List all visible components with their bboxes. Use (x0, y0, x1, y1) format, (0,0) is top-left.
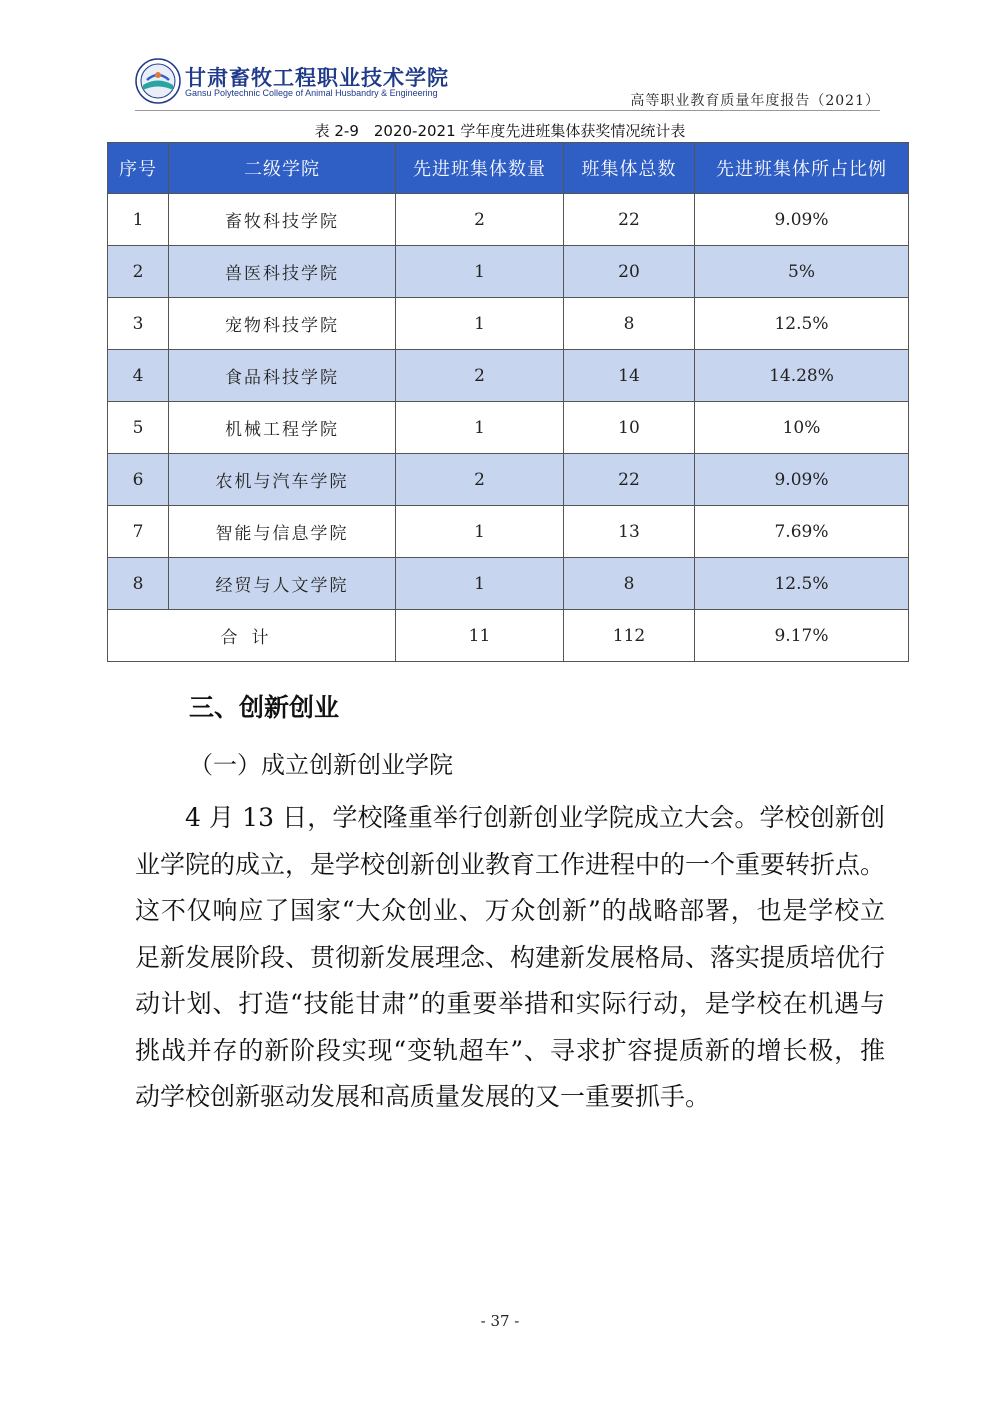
cell-index: 3 (108, 298, 169, 350)
cell-ratio: 9.09% (695, 194, 909, 246)
school-emblem-icon (135, 58, 181, 104)
report-title: 高等职业教育质量年度报告（2021） (630, 93, 880, 109)
cell-class-total: 10 (564, 402, 695, 454)
cell-ratio: 9.09% (695, 454, 909, 506)
cell-index: 8 (108, 558, 169, 610)
cell-ratio: 5% (695, 246, 909, 298)
table-row (108, 298, 909, 350)
cell-award-count: 2 (396, 194, 564, 246)
school-name-en: Gansu Polytechnic College of Animal Husbandry & Engineering (185, 88, 438, 98)
total-class-count: 112 (564, 610, 695, 662)
table-row (108, 558, 909, 610)
cell-index: 2 (108, 246, 169, 298)
cell-college: 食品科技学院 (169, 350, 396, 402)
cell-award-count: 1 (396, 506, 564, 558)
header-divider (135, 110, 880, 111)
school-name-cn: 甘肃畜牧工程职业技术学院 (185, 66, 449, 90)
cell-award-count: 2 (396, 350, 564, 402)
cell-award-count: 1 (396, 558, 564, 610)
cell-award-count: 1 (396, 246, 564, 298)
cell-college: 宠物科技学院 (169, 298, 396, 350)
cell-college: 兽医科技学院 (169, 246, 396, 298)
table-row (108, 350, 909, 402)
cell-ratio: 12.5% (695, 558, 909, 610)
table-row (108, 246, 909, 298)
cell-index: 5 (108, 402, 169, 454)
cell-index: 1 (108, 194, 169, 246)
cell-college: 农机与汽车学院 (169, 454, 396, 506)
cell-award-count: 1 (396, 402, 564, 454)
cell-index: 6 (108, 454, 169, 506)
col-header-college: 二级学院 (169, 143, 396, 194)
cell-award-count: 2 (396, 454, 564, 506)
cell-ratio: 10% (695, 402, 909, 454)
cell-class-total: 8 (564, 558, 695, 610)
page-number: - 37 - (480, 1312, 520, 1330)
cell-award-count: 1 (396, 298, 564, 350)
cell-ratio: 7.69% (695, 506, 909, 558)
table-row (108, 506, 909, 558)
cell-college: 机械工程学院 (169, 402, 396, 454)
table-row (108, 454, 909, 506)
col-header-ratio: 先进班集体所占比例 (695, 143, 909, 194)
total-award-count: 11 (396, 610, 564, 662)
col-header-index: 序号 (108, 143, 169, 194)
cell-class-total: 8 (564, 298, 695, 350)
cell-class-total: 14 (564, 350, 695, 402)
cell-index: 7 (108, 506, 169, 558)
subsection-title: （一）成立创新创业学院 (189, 751, 453, 779)
section-title: 三、创新创业 (189, 693, 340, 722)
cell-class-total: 13 (564, 506, 695, 558)
award-stats-table (107, 142, 909, 662)
cell-college: 畜牧科技学院 (169, 194, 396, 246)
cell-class-total: 20 (564, 246, 695, 298)
table-row (108, 402, 909, 454)
col-header-class-total: 班集体总数 (564, 143, 695, 194)
col-header-award-count: 先进班集体数量 (396, 143, 564, 194)
table-header-row (108, 143, 909, 194)
total-ratio: 9.17% (695, 610, 909, 662)
cell-ratio: 14.28% (695, 350, 909, 402)
table-caption: 表 2-9 2020-2021 学年度先进班集体获奖情况统计表 (314, 122, 686, 140)
cell-class-total: 22 (564, 454, 695, 506)
cell-ratio: 12.5% (695, 298, 909, 350)
body-paragraph: 4 月 13 日，学校隆重举行创新创业学院成立大会。学校创新创业学院的成立，是学校创新创业教育工作进程中的一个重要转折点。这不仅响应了国家“大众创业、万众创新”的战略部署，也是学校立足新发展阶段、贯彻新发展理念、构建新发展格局、落实提质培优行动计划、打造“技能甘肃”的重要举措和实际行动，是学校在机遇与挑战并存的新阶段实现“变轨超车”、寻求扩容提质新的增长极，推动学校创新驱动发展和高质量发展的又一重要抓手。 (135, 803, 886, 1111)
cell-index: 4 (108, 350, 169, 402)
cell-class-total: 22 (564, 194, 695, 246)
cell-college: 智能与信息学院 (169, 506, 396, 558)
table-total-row (108, 610, 909, 662)
table-row (108, 194, 909, 246)
page-header (135, 58, 880, 110)
total-label: 合计 (108, 610, 396, 662)
cell-college: 经贸与人文学院 (169, 558, 396, 610)
